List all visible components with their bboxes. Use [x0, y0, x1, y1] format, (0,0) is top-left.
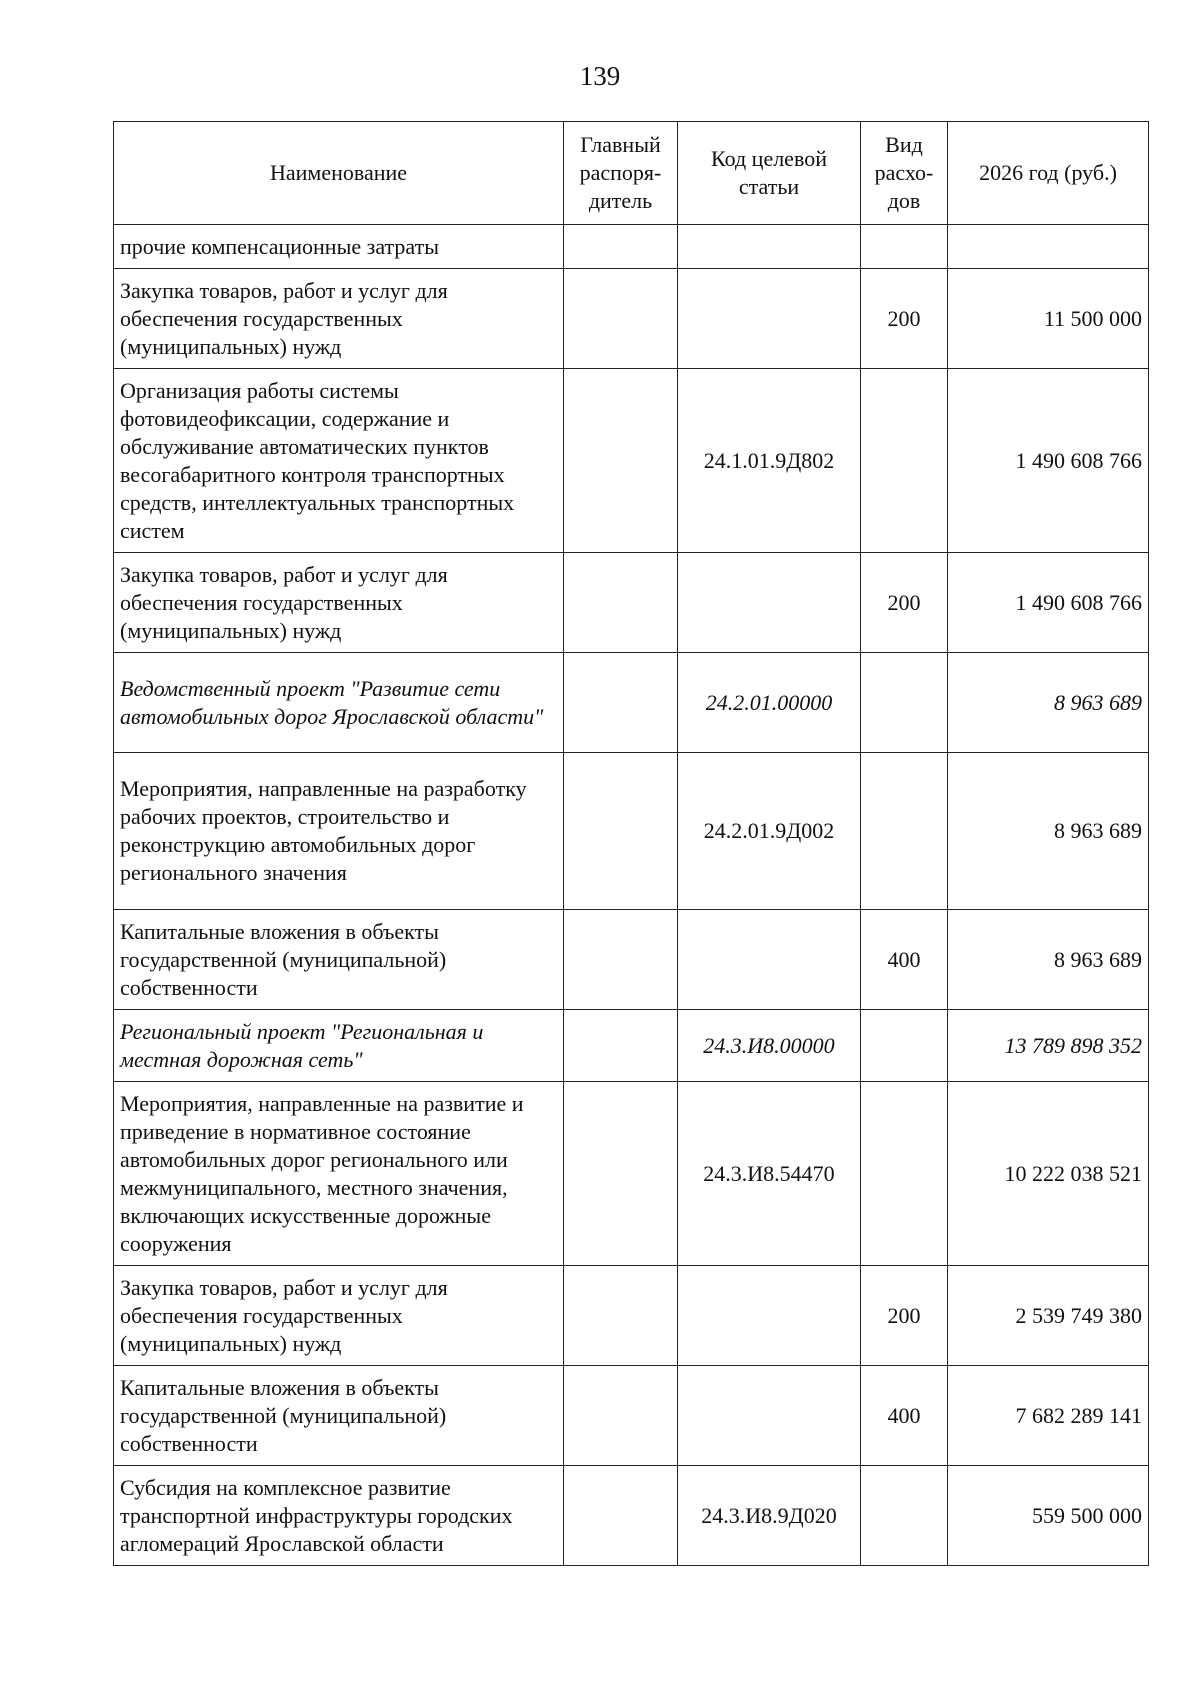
cell-name: Организация работы системы фотовидеофиксации, содержание и обслуживание автоматических пунктов весогабаритного контроля транспортных средств, интеллектуальных транспортных систем [114, 369, 564, 553]
cell-kind [861, 753, 948, 910]
cell-code [678, 1366, 861, 1466]
cell-code: 24.3.И8.54470 [678, 1082, 861, 1266]
cell-name: Капитальные вложения в объекты государственной (муниципальной) собственности [114, 910, 564, 1010]
cell-name: Закупка товаров, работ и услуг для обеспечения государственных (муниципальных) нужд [114, 1266, 564, 1366]
cell-kind: 400 [861, 1366, 948, 1466]
cell-kind [861, 1010, 948, 1082]
cell-code [678, 1266, 861, 1366]
cell-kind [861, 1466, 948, 1566]
cell-amount: 1 490 608 766 [948, 369, 1149, 553]
cell-code [678, 269, 861, 369]
cell-amount: 559 500 000 [948, 1466, 1149, 1566]
cell-amount: 8 963 689 [948, 910, 1149, 1010]
cell-code: 24.1.01.9Д802 [678, 369, 861, 553]
cell-kind: 200 [861, 269, 948, 369]
table-row [114, 553, 1149, 653]
cell-manager [564, 1082, 678, 1266]
cell-amount: 8 963 689 [948, 753, 1149, 910]
table-row [114, 653, 1149, 753]
cell-amount: 10 222 038 521 [948, 1082, 1149, 1266]
cell-name: Мероприятия, направленные на развитие и приведение в нормативное состояние автомобильных дорог регионального или межмуниципального, местного значения, включающих искусственные дорожные сооружения [114, 1082, 564, 1266]
cell-manager [564, 269, 678, 369]
table-row [114, 269, 1149, 369]
cell-name: Закупка товаров, работ и услуг для обеспечения государственных (муниципальных) нужд [114, 553, 564, 653]
table-row [114, 1082, 1149, 1266]
table-row [114, 1010, 1149, 1082]
cell-kind [861, 1082, 948, 1266]
cell-amount [948, 225, 1149, 269]
header-kind: Вид расхо-дов [861, 122, 948, 225]
table-row [114, 369, 1149, 553]
cell-name: Капитальные вложения в объекты государственной (муниципальной) собственности [114, 1366, 564, 1466]
header-amount: 2026 год (руб.) [948, 122, 1149, 225]
cell-manager [564, 753, 678, 910]
cell-code [678, 553, 861, 653]
cell-manager [564, 369, 678, 553]
cell-name: Субсидия на комплексное развитие транспортной инфраструктуры городских агломераций Ярославской области [114, 1466, 564, 1566]
cell-manager [564, 1010, 678, 1082]
cell-code [678, 225, 861, 269]
cell-amount: 2 539 749 380 [948, 1266, 1149, 1366]
table-row [114, 753, 1149, 910]
cell-manager [564, 553, 678, 653]
table-row [114, 1366, 1149, 1466]
header-code: Код целевой статьи [678, 122, 861, 225]
cell-manager [564, 1366, 678, 1466]
cell-name: Региональный проект "Региональная и местная дорожная сеть" [114, 1010, 564, 1082]
cell-name: прочие компенсационные затраты [114, 225, 564, 269]
cell-name: Закупка товаров, работ и услуг для обеспечения государственных (муниципальных) нужд [114, 269, 564, 369]
cell-name: Мероприятия, направленные на разработку рабочих проектов, строительство и реконструкцию автомобильных дорог регионального значения [114, 753, 564, 910]
header-name: Наименование [114, 122, 564, 225]
cell-code: 24.3.И8.00000 [678, 1010, 861, 1082]
cell-name: Ведомственный проект "Развитие сети автомобильных дорог Ярославской области" [114, 653, 564, 753]
cell-kind: 400 [861, 910, 948, 1010]
cell-code [678, 910, 861, 1010]
cell-kind [861, 225, 948, 269]
cell-code: 24.3.И8.9Д020 [678, 1466, 861, 1566]
cell-kind [861, 653, 948, 753]
table-row [114, 1466, 1149, 1566]
table-row [114, 910, 1149, 1010]
cell-manager [564, 1466, 678, 1566]
cell-amount: 7 682 289 141 [948, 1366, 1149, 1466]
table-header-row [114, 122, 1149, 225]
table-row [114, 1266, 1149, 1366]
cell-manager [564, 1266, 678, 1366]
header-manager: Главный распоря-дитель [564, 122, 678, 225]
page-number: 139 [579, 61, 621, 91]
budget-table [113, 121, 1149, 1566]
cell-kind: 200 [861, 1266, 948, 1366]
cell-manager [564, 653, 678, 753]
cell-code: 24.2.01.00000 [678, 653, 861, 753]
cell-code: 24.2.01.9Д002 [678, 753, 861, 910]
cell-manager [564, 225, 678, 269]
table-row [114, 225, 1149, 269]
cell-kind: 200 [861, 553, 948, 653]
cell-kind [861, 369, 948, 553]
cell-amount: 1 490 608 766 [948, 553, 1149, 653]
cell-amount: 13 789 898 352 [948, 1010, 1149, 1082]
cell-manager [564, 910, 678, 1010]
cell-amount: 11 500 000 [948, 269, 1149, 369]
cell-amount: 8 963 689 [948, 653, 1149, 753]
